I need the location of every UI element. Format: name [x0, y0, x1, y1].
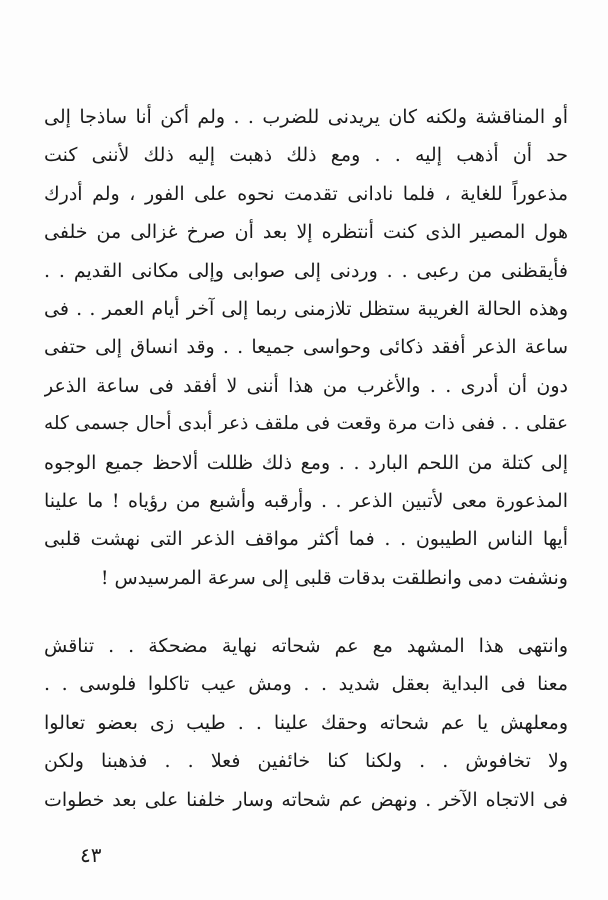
paragraph-1-line-10: إلى كتلة من اللحم البارد . . ومع ذلك ظللت ألاحظ جميع الوجوه [44, 451, 568, 474]
paragraph-1-line-11: المذعورة معى لأتبين الذعر . . وأرقبه وأشبع من رؤياه ! ما علينا [44, 489, 568, 512]
paragraph-2-line-2: معنا فى البداية بعقل شديد . . ومش عيب تاكلوا فلوسى . . [44, 673, 568, 696]
paragraph-1-line-1: أو المناقشة ولكنه كان يريدنى للضرب . . ولم أكن أنا ساذجا إلى [44, 106, 568, 128]
paragraph-1-line-9: عقلى . . ففى ذات مرة وقعت فى ملقف ذعر أبدى أحال جسمى كله [44, 413, 568, 435]
paragraph-1-line-13: ونشفت دمى وانطلقت بدقات قلبى إلى سرعة المرسيدس ! [100, 566, 568, 589]
paragraph-1-line-4: هول المصير الذى كنت أنتظره إلا بعد أن صرخ غزالى من خلفى [44, 221, 568, 244]
paragraph-2-line-1: وانتهى هذا المشهد مع عم شحاته نهاية مضحكة . . تناقش [44, 635, 568, 657]
paragraph-1-line-12: أيها الناس الطيبون . . فما أكثر مواقف الذعر التى نهشت قلبى [44, 528, 568, 551]
paragraph-1-line-8: دون أن أدرى . . والأغرب من هذا أننى لا أفقد فى ساعة الذعر [44, 374, 568, 397]
paragraph-2-line-5: فى الاتجاه الآخر . ونهض عم شحاته وسار خلفنا على بعد خطوات [44, 788, 568, 811]
paragraph-2-line-3: ومعلهش يا عم شحاته وحقك علينا . . طيب زى بعضو تعالوا [44, 711, 568, 734]
paragraph-1 [44, 98, 568, 597]
paragraph-2 [44, 627, 568, 819]
paragraph-1-line-6: وهذه الحالة الغريبة ستظل تلازمنى ربما إلى آخر أيام العمر . . فى [44, 297, 568, 320]
paragraph-2-line-4: ولا تخافوش . . ولكنا كنا خائفين فعلا . . فذهبنا ولكن [44, 750, 568, 773]
paragraph-1-line-3: مذعوراً للغاية ، فلما نادانى تقدمت نحوه على الفور ، ولم أدرك [44, 182, 568, 205]
paragraph-1-line-5: فأيقظنى من رعبى . . وردنى إلى صوابى وإلى مكانى القديم . . [44, 259, 568, 282]
page-number: ٤٣ [80, 843, 102, 867]
paragraph-1-line-7: ساعة الذعر أفقد ذكائى وحواسى جميعا . . وقد انساق إلى حتفى [44, 336, 568, 359]
paragraph-1-line-2: حد أن أذهب إليه . . ومع ذلك ذهبت إليه ذلك لأننى كنت [44, 144, 568, 167]
